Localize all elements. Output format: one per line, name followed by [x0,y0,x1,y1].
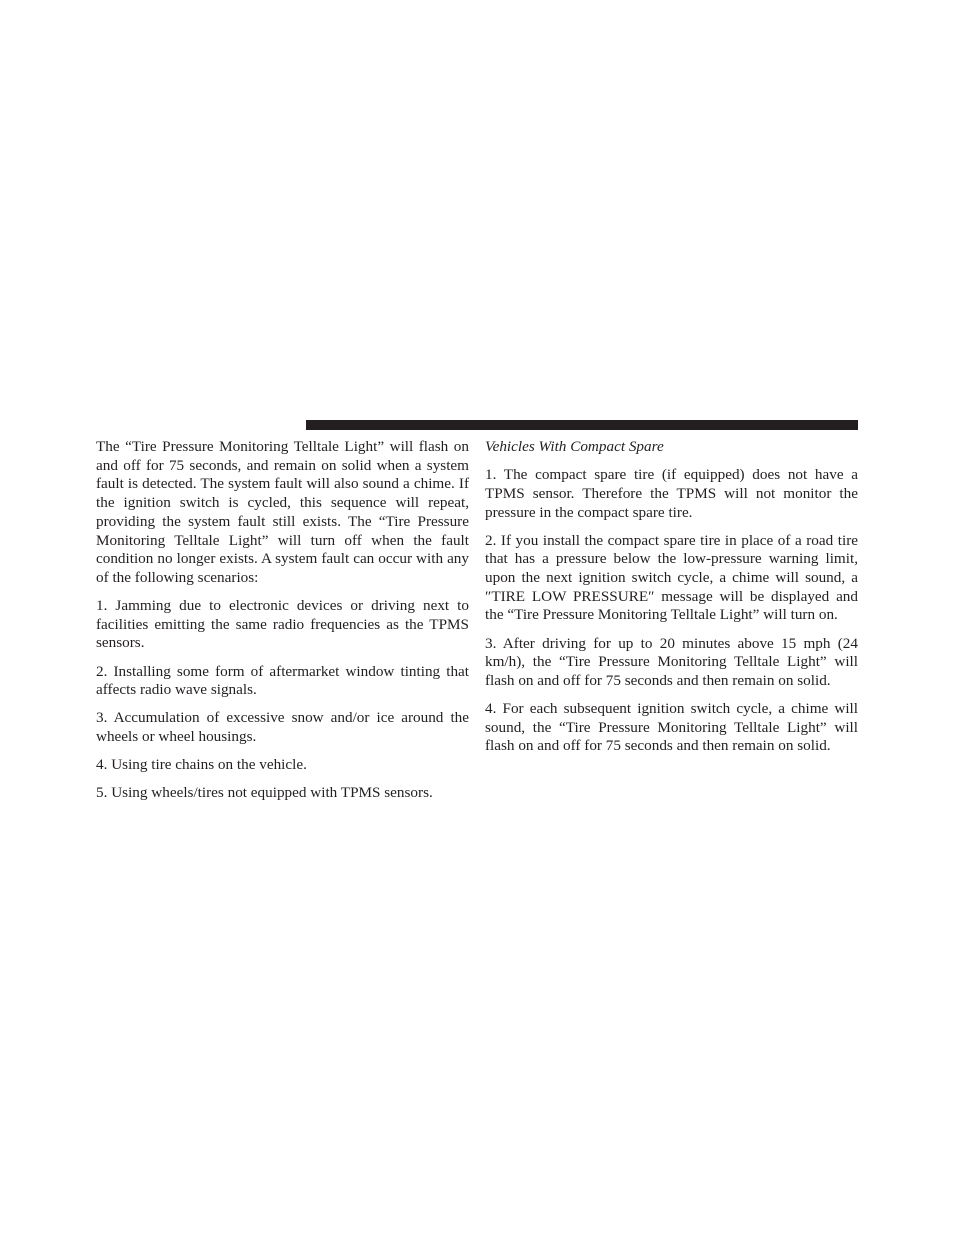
fault-scenario-item: 3. Accumulation of excessive snow and/or ice around the wheels or wheel housings. [96,709,469,746]
fault-scenario-item: 5. Using wheels/tires not equipped with TPMS sensors. [96,784,433,802]
left-column [96,438,469,812]
section-header-rule [306,420,858,430]
compact-spare-item: 1. The compact spare tire (if equipped) does not have a TPMS sensor. Therefore the TPMS will not monitor the pressure in the compact spare tire. [485,466,858,521]
compact-spare-item: 3. After driving for up to 20 minutes above 15 mph (24 km/h), the “Tire Pressure Monitoring Telltale Light” will flash on and off for 75 seconds and then remain on solid. [485,634,858,689]
intro-paragraph: The “Tire Pressure Monitoring Telltale Light” will flash on and off for 75 seconds, and remain on solid when a system fault is detected. The system fault will also sound a chime. If the ignition switch is cycled, this sequence will repeat, providing the system fault still exists. The “Tire Pressure Monitoring Telltale Light” will turn off when the fault condition no longer exists. A system fault can occur with any of the following scenarios: [96,438,469,586]
right-column [485,438,858,766]
fault-scenario-item: 1. Jamming due to electronic devices or driving next to facilities emitting the same radio frequencies as the TPMS sensors. [96,597,469,652]
compact-spare-item: 2. If you install the compact spare tire in place of a road tire that has a pressure below the low-pressure warning limit, upon the next ignition switch cycle, a chime will sound, a ″TIRE LOW PRESSURE″ message will be displayed and the “Tire Pressure Monitoring Telltale Light” will turn on. [485,531,858,624]
compact-spare-heading: Vehicles With Compact Spare [485,438,664,455]
fault-scenario-item: 2. Installing some form of aftermarket window tinting that affects radio wave signals. [96,662,469,699]
fault-scenario-item: 4. Using tire chains on the vehicle. [96,756,307,774]
compact-spare-item: 4. For each subsequent ignition switch cycle, a chime will sound, the “Tire Pressure Monitoring Telltale Light” will flash on and off for 75 seconds and then remain on solid. [485,700,858,755]
